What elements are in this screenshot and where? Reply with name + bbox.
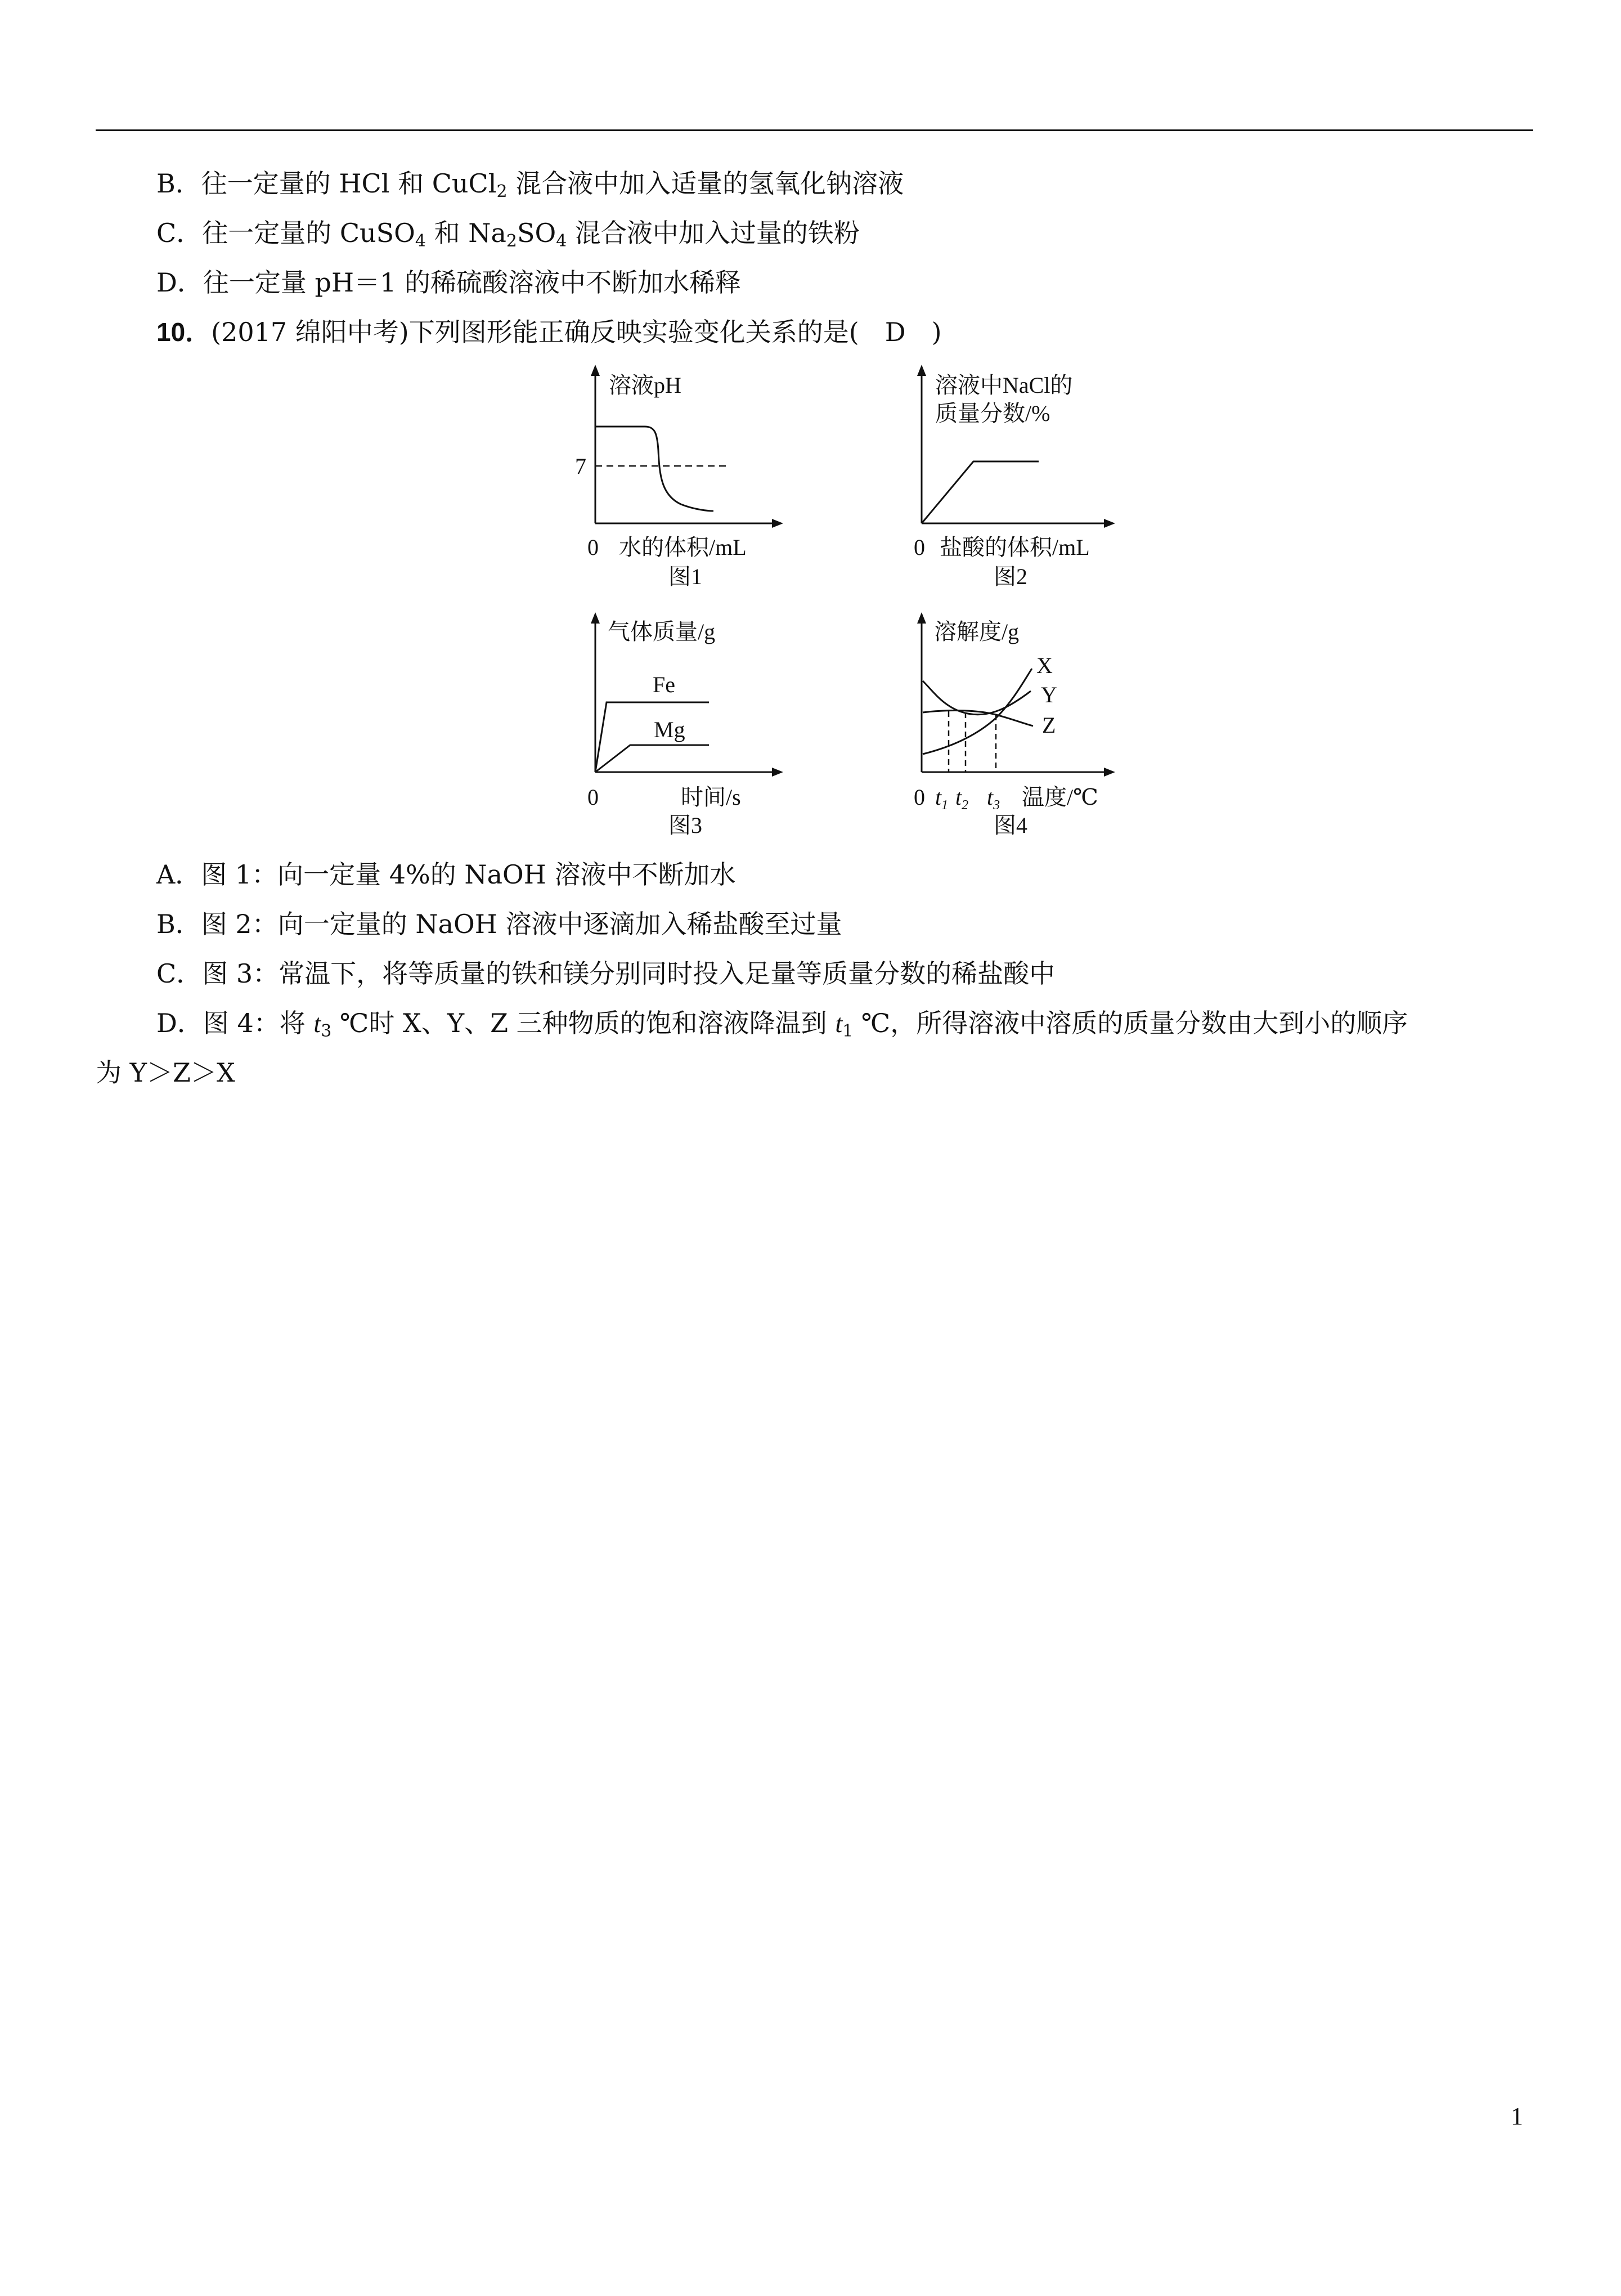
fig4-origin: 0 — [914, 784, 925, 810]
fig2-ylabel-1: 溶液中NaCl的 — [935, 373, 1073, 398]
fig2-origin: 0 — [914, 535, 925, 560]
fig3-y-arrow — [591, 612, 600, 624]
fig2-ylabel-2: 质量分数/% — [935, 401, 1050, 426]
option-c-prev: C．往一定量的 CuSO$_4$ 和 $Na_2SO_4$ 混合液中加入过量的铁粉 — [156, 218, 860, 251]
fig2-curve — [922, 461, 1039, 523]
fig3-mg-curve — [595, 745, 709, 772]
answer-c: C．图 3：常温下，将等质量的铁和镁分别同时投入足量等质量分数的稀盐酸中 — [156, 958, 1056, 989]
fig4-y-arrow — [917, 612, 926, 624]
answer-a: A．图 1：向一定量 4%的 NaOH 溶液中不断加水 — [156, 859, 736, 890]
fig4-z-label: Z — [1042, 712, 1056, 738]
fig4-t2-label: $t_2$ — [955, 784, 969, 813]
fig4-x-label: X — [1036, 653, 1053, 678]
fig3-origin: 0 — [587, 784, 599, 810]
fig4-ylabel: 溶解度/g — [934, 619, 1020, 644]
fig4-y-curve — [923, 681, 1031, 715]
fig1-tick-7: 7 — [575, 454, 586, 479]
fig3-mg-label: Mg — [654, 717, 685, 742]
fig2-x-arrow — [1104, 519, 1115, 528]
figure-1 — [540, 360, 788, 604]
answer-b: B．图 2：向一定量的 NaOH 溶液中逐滴加入稀盐酸至过量 — [156, 909, 842, 939]
answer-d-continued: 为 Y＞Z＞X — [96, 1057, 235, 1088]
page-number: 1 — [1511, 2102, 1523, 2130]
fig4-t3-label: $t_3$ — [987, 784, 1000, 813]
fig1-curve — [595, 427, 713, 511]
fig3-fe-label: Fe — [653, 672, 675, 697]
fig1-xlabel: 水的体积/mL — [619, 535, 747, 560]
figure-4 — [883, 608, 1142, 852]
header-rule — [96, 129, 1533, 131]
answer-d: D．图 4：将 $t_3$ ℃时 X、Y、Z 三种物质的饱和溶液降温到 $t_1$ ℃，所得溶液中溶质的质量分数由大到小的顺序 — [156, 1008, 1408, 1041]
fig3-x-arrow — [772, 768, 783, 777]
fig3-ylabel: 气体质量/g — [608, 619, 716, 644]
fig1-ylabel: 溶液pH — [609, 373, 681, 398]
option-b-prev: B．往一定量的 HCl 和 CuCl$_2$ 混合液中加入适量的氢氧化钠溶液 — [156, 168, 904, 201]
fig1-x-arrow — [772, 519, 783, 528]
fig4-x-arrow — [1104, 768, 1115, 777]
fig1-origin: 0 — [587, 535, 599, 560]
fig4-xlabel: 温度/℃ — [1022, 784, 1098, 810]
fig4-z-curve — [923, 711, 1033, 726]
fig4-y-label: Y — [1041, 682, 1057, 707]
fig3-xlabel: 时间/s — [681, 784, 741, 810]
option-d-prev: D．往一定量 pH＝1 的稀硫酸溶液中不断加水稀释 — [156, 267, 741, 298]
fig1-y-arrow — [591, 365, 600, 376]
fig2-xlabel: 盐酸的体积/mL — [940, 535, 1090, 560]
fig4-t1-label: $t_1$ — [935, 784, 949, 813]
fig3-fe-curve — [595, 702, 709, 772]
fig2-caption: 图2 — [994, 564, 1027, 589]
figure-3 — [540, 608, 788, 852]
fig4-caption: 图4 — [994, 813, 1027, 838]
figure-2 — [883, 360, 1131, 604]
fig2-y-arrow — [917, 365, 926, 376]
fig3-caption: 图3 — [668, 813, 702, 838]
fig1-caption: 图1 — [668, 564, 702, 589]
question-10: 10．(2017 绵阳中考)下列图形能正确反映实验变化关系的是( D ) — [156, 317, 942, 347]
